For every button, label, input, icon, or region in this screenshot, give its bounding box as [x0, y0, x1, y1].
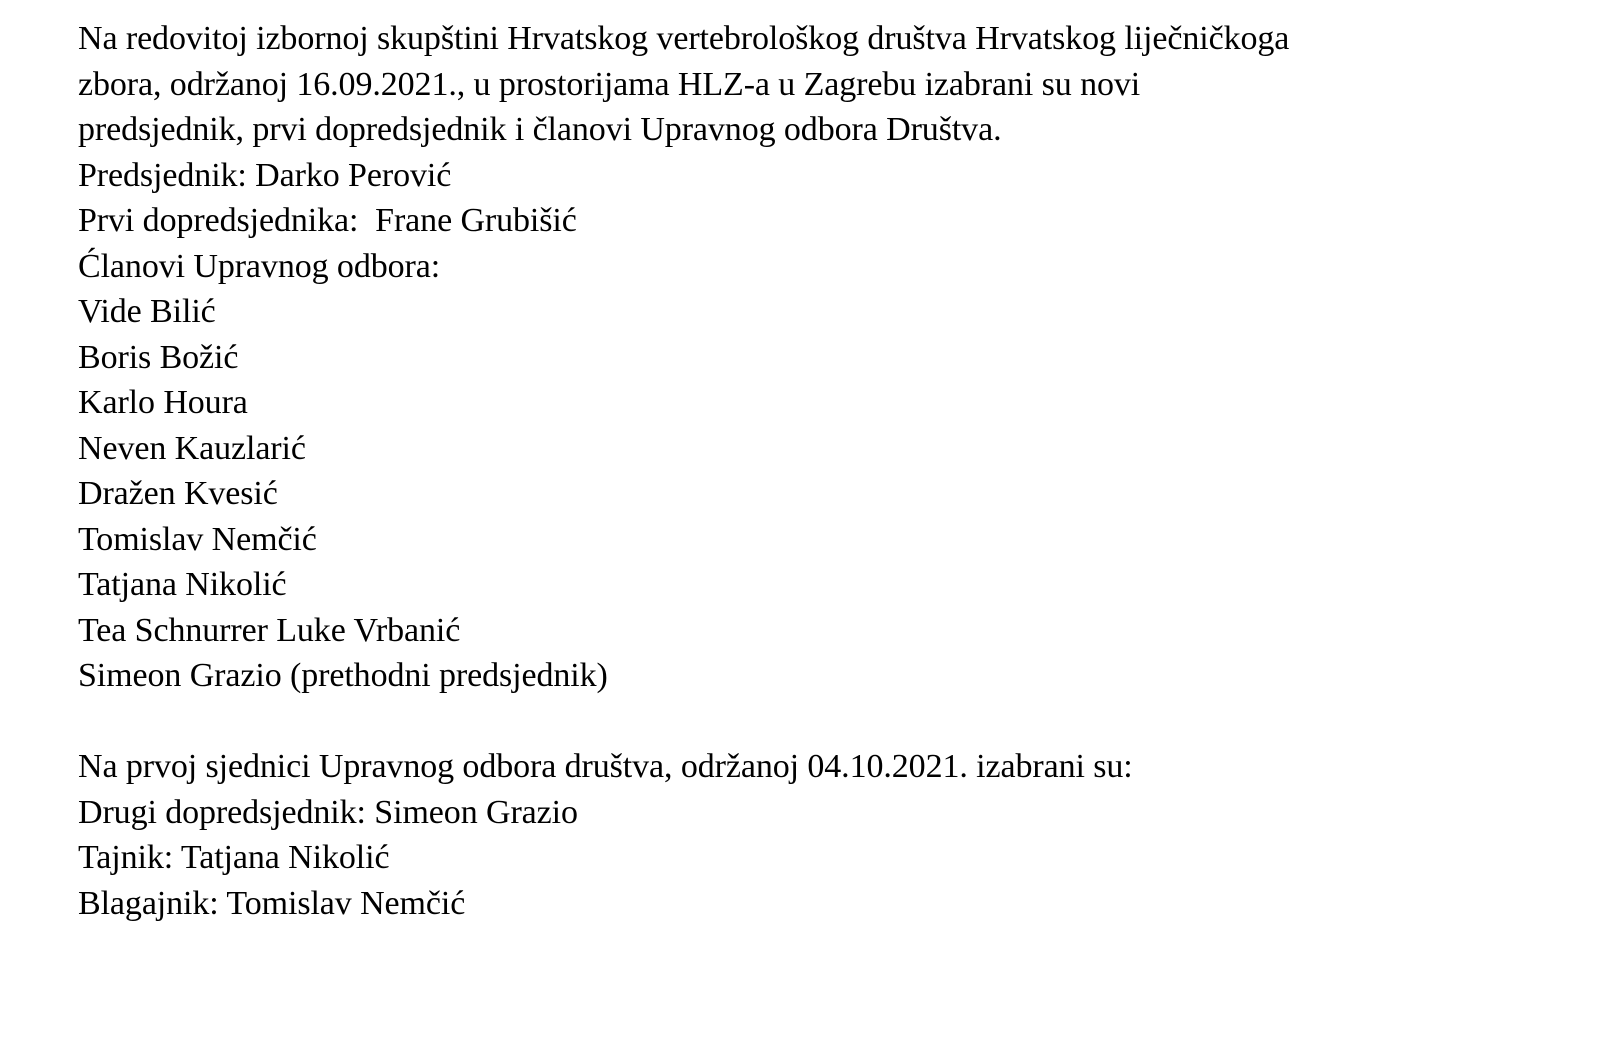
- treasurer-line: Blagajnik: Tomislav Nemčić: [78, 884, 466, 922]
- board-member: Karlo Houra: [78, 384, 248, 421]
- board-member: Vide Bilić: [78, 293, 216, 330]
- first-session-section: [78, 744, 1558, 926]
- secretary-line: Tajnik: Tatjana Nikolić: [78, 839, 390, 876]
- board-member: Tatjana Nikolić: [78, 566, 287, 603]
- board-member: Dražen Kvesić: [78, 475, 278, 512]
- first-vice-president-line: Prvi dopredsjednika: Frane Grubišić: [78, 202, 577, 239]
- board-member-list: [78, 289, 1558, 699]
- second-vice-president-line: Drugi dopredsjednik: Simeon Grazio: [78, 793, 578, 831]
- intro-line: zbora, održanoj 16.09.2021., u prostorijama HLZ-a u Zagrebu izabrani su novi: [78, 65, 1141, 103]
- board-member: Tea Schnurrer Luke Vrbanić: [78, 611, 461, 649]
- board-member: Boris Božić: [78, 338, 239, 376]
- document-body: [78, 16, 1558, 926]
- board-member: Tomislav Nemčić: [78, 520, 317, 558]
- intro-paragraph: [78, 16, 1558, 153]
- board-member: Neven Kauzlarić: [78, 429, 306, 467]
- first-session-intro: Na prvoj sjednici Upravnog odbora društva, održanoj 04.10.2021. izabrani su:: [78, 748, 1133, 785]
- board-member: Simeon Grazio (prethodni predsjednik): [78, 657, 608, 694]
- board-heading: Ćlanovi Upravnog odbora:: [78, 247, 441, 285]
- intro-line: Na redovitoj izbornoj skupštini Hrvatskog vertebrološkog društva Hrvatskog liječničkoga: [78, 20, 1290, 57]
- intro-line: predsjednik, prvi dopredsjednik i članovi Upravnog odbora Društva.: [78, 111, 1002, 148]
- president-line: Predsjednik: Darko Perović: [78, 156, 452, 194]
- paragraph-spacer: [78, 699, 1558, 745]
